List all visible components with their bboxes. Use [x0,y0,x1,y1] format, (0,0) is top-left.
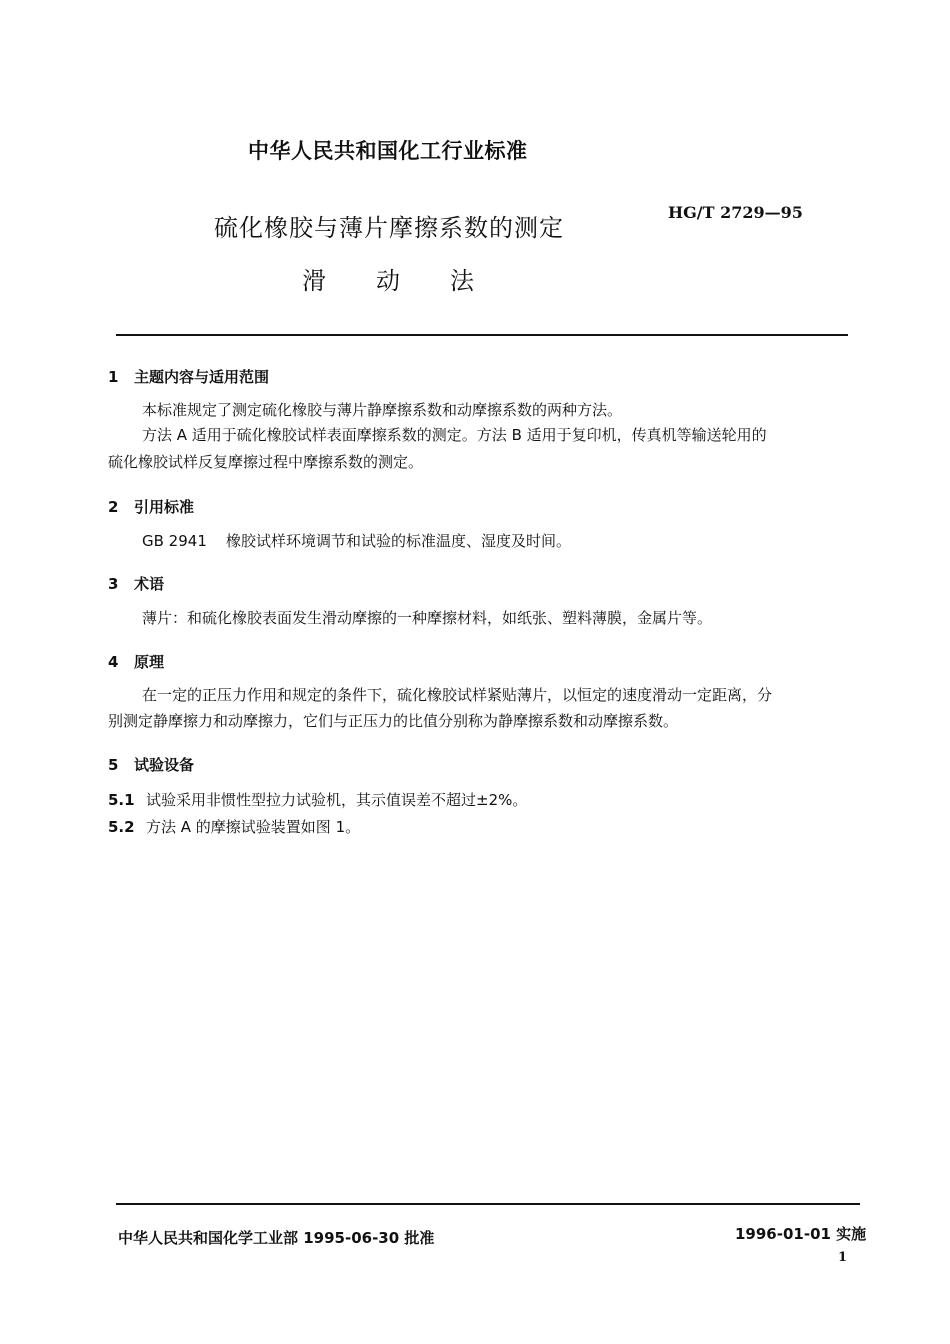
section-title: 术语 [134,575,165,593]
document-subtitle: 滑动法 [302,267,524,295]
section-heading-4 [108,651,164,672]
paragraph: 在一定的正压力作用和规定的条件下，硫化橡胶试样紧贴薄片，以恒定的速度滑动一定距离，分 [142,686,773,704]
standard-code: HG/T 2729—95 [668,203,803,222]
clause-text: 试验采用非惯性型拉力试验机，其示值误差不超过±2%。 [146,791,528,809]
reference-entry [142,530,571,551]
section-title: 引用标准 [134,498,195,516]
approval-line: 中华人民共和国化学工业部 1995-06-30 批准 [118,1229,435,1247]
reference-title: 橡胶试样环境调节和试验的标准温度、湿度及时间。 [226,532,572,550]
section-heading-2 [108,496,194,517]
section-number: 5 [108,756,119,774]
clause-5-2 [108,816,360,837]
section-number: 1 [108,368,119,386]
section-heading-1 [108,366,269,387]
header-divider [116,334,848,336]
section-title: 原理 [134,653,165,671]
clause-number: 5.1 [108,791,135,809]
section-heading-3 [108,573,164,594]
standard-category-title: 中华人民共和国化工行业标准 [248,139,528,163]
paragraph: 方法 A 适用于硫化橡胶试样表面摩擦系数的测定。方法 B 适用于复印机，传真机等输送轮用的 [142,426,767,444]
paragraph: 本标准规定了测定硫化橡胶与薄片静摩擦系数和动摩擦系数的两种方法。 [142,401,623,419]
section-number: 4 [108,653,119,671]
implementation-date: 1996-01-01 实施 [735,1225,867,1243]
document-title: 硫化橡胶与薄片摩擦系数的测定 [214,214,564,242]
page-number: 1 [838,1250,848,1265]
clause-number: 5.2 [108,818,135,836]
section-heading-5 [108,754,194,775]
section-title: 主题内容与适用范围 [134,368,270,386]
section-title: 试验设备 [134,756,195,774]
clause-5-1 [108,789,527,810]
section-number: 2 [108,498,119,516]
clause-text: 方法 A 的摩擦试验装置如图 1。 [146,818,361,836]
paragraph-continuation: 硫化橡胶试样反复摩擦过程中摩擦系数的测定。 [108,453,424,471]
footer-divider [116,1203,860,1205]
reference-code: GB 2941 [142,532,207,550]
paragraph-continuation: 别测定静摩擦力和动摩擦力，它们与正压力的比值分别称为静摩擦系数和动摩擦系数。 [108,712,679,730]
section-number: 3 [108,575,119,593]
paragraph: 薄片：和硫化橡胶表面发生滑动摩擦的一种摩擦材料，如纸张、塑料薄膜，金属片等。 [142,609,713,627]
